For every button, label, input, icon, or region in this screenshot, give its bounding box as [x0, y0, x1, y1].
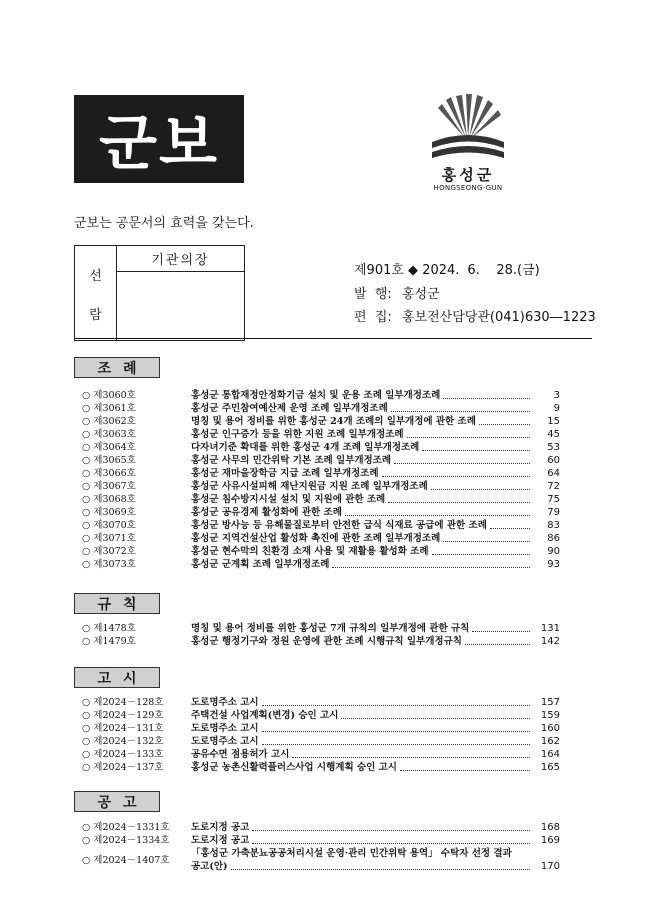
toc-row[interactable]: ○ 제3070호 홍성군 방사능 등 유해물질로부터 안전한 급식 식재료 공급에 관한 조례 83: [82, 520, 560, 531]
gazette-title-box: [74, 95, 244, 183]
toc-row[interactable]: ○ 제2024－1407호 「홍성군 가축분뇨공공처리시설 운영·관리 민간위탁 용역」 수탁자 선정 결과 공고(안) 170: [82, 848, 560, 872]
toc-row[interactable]: ○ 제3066호 홍성군 재마을장학금 지급 조례 일부개정조례 64: [82, 468, 560, 479]
signature-cell: [117, 272, 245, 341]
toc-row[interactable]: ○ 제2024－128호 도로명주소 고시 157: [82, 697, 560, 708]
toc-row[interactable]: ○ 제1479호 홍성군 행정기구와 정원 운영에 관한 조례 시행규칙 일부개정규칙 142: [82, 636, 560, 647]
toc-row[interactable]: ○ 제3060호 홍성군 통합재정안정화기금 설치 및 운용 조례 일부개정조례 3: [82, 390, 560, 401]
toc-row[interactable]: ○ 제2024－133호 공유수면 점용허가 고시 164: [82, 749, 560, 760]
hongseong-emblem-icon: [428, 92, 506, 162]
section-header-announcement: 공고: [74, 791, 160, 812]
publisher: 홍성군: [402, 287, 440, 302]
gazette-title: 군보: [99, 109, 219, 179]
toc-row[interactable]: ○ 제3072호 홍성군 현수막의 친환경 소재 사용 및 재활용 활성화 조례 90: [82, 546, 560, 557]
toc-row[interactable]: ○ 제3064호 다자녀기준 확대를 위한 홍성군 4개 조례 일부개정조례 53: [82, 442, 560, 453]
toc-row[interactable]: ○ 제2024－132호 도로명주소 고시 162: [82, 736, 560, 747]
toc-row[interactable]: ○ 제3063호 홍성군 인구증가 등을 위한 지원 조례 일부개정조례 45: [82, 429, 560, 440]
toc-row[interactable]: ○ 제3062호 명칭 및 용어 정비를 위한 홍성군 24개 조례의 일부개정에 관한 조례 15: [82, 416, 560, 427]
header-divider: [74, 338, 592, 339]
toc-row[interactable]: ○ 제2024－129호 주택건설 사업계획(변경) 승인 고시 159: [82, 710, 560, 721]
section-header-ordinance: 조례: [74, 357, 160, 378]
publisher-label: 발 행:: [354, 287, 392, 302]
section-header-rule: 규칙: [74, 593, 160, 614]
issue-number-line: [354, 259, 540, 278]
toc-row[interactable]: ○ 제3071호 홍성군 지역건설산업 활성화 촉진에 관한 조례 일부개정조례 86: [82, 533, 560, 544]
tagline: 군보는 공문서의 효력을 갖는다.: [74, 216, 254, 231]
editor: 홍보전산담당관(041)630―1223: [402, 310, 596, 325]
toc-row[interactable]: ○ 제3065호 홍성군 사무의 민간위탁 기본 조례 일부개정조례 60: [82, 455, 560, 466]
toc-row[interactable]: ○ 제2024－131호 도로명주소 고시 160: [82, 723, 560, 734]
toc-row[interactable]: ○ 제3067호 홍성군 사유시설피해 재난지원금 지원 조례 일부개정조례 72: [82, 481, 560, 492]
toc-row[interactable]: ○ 제2024－1334호 도로지정 공고 169: [82, 835, 560, 846]
circulation-side-label: 선 람: [75, 246, 117, 341]
toc-row[interactable]: ○ 제2024－137호 홍성군 농촌신활력플러스사업 시행계획 승인 고시 165: [82, 762, 560, 773]
publisher-line: [354, 283, 440, 302]
circulation-header: 기관의장: [117, 246, 245, 272]
issue-date: 6. 28.(금): [467, 263, 540, 278]
toc-row[interactable]: ○ 제3073호 홍성군 군계획 조례 일부개정조례 93: [82, 559, 560, 570]
org-name: 홍성군: [441, 166, 495, 184]
org-name-en: HONGSEONG-GUN: [433, 184, 503, 192]
toc-row[interactable]: ○ 제1478호 명칭 및 용어 정비를 위한 홍성군 7개 규칙의 일부개정에 관한 규칙 131: [82, 623, 560, 634]
toc-row[interactable]: ○ 제3069호 홍성군 공유경제 활성화에 관한 조례 79: [82, 507, 560, 518]
editor-line: [354, 306, 596, 325]
editor-label: 편 집:: [354, 310, 392, 325]
issue-number: 제901호 ◆ 2024.: [354, 263, 460, 278]
toc-row[interactable]: ○ 제2024－1331호 도로지정 공고 168: [82, 822, 560, 833]
toc-row[interactable]: ○ 제3068호 홍성군 침수방지시설 설치 및 지원에 관한 조례 75: [82, 494, 560, 505]
circulation-table: [74, 245, 245, 341]
section-header-notice: 고시: [74, 667, 160, 688]
toc-row[interactable]: ○ 제3061호 홍성군 주민참여예산제 운영 조례 일부개정조례 9: [82, 403, 560, 414]
